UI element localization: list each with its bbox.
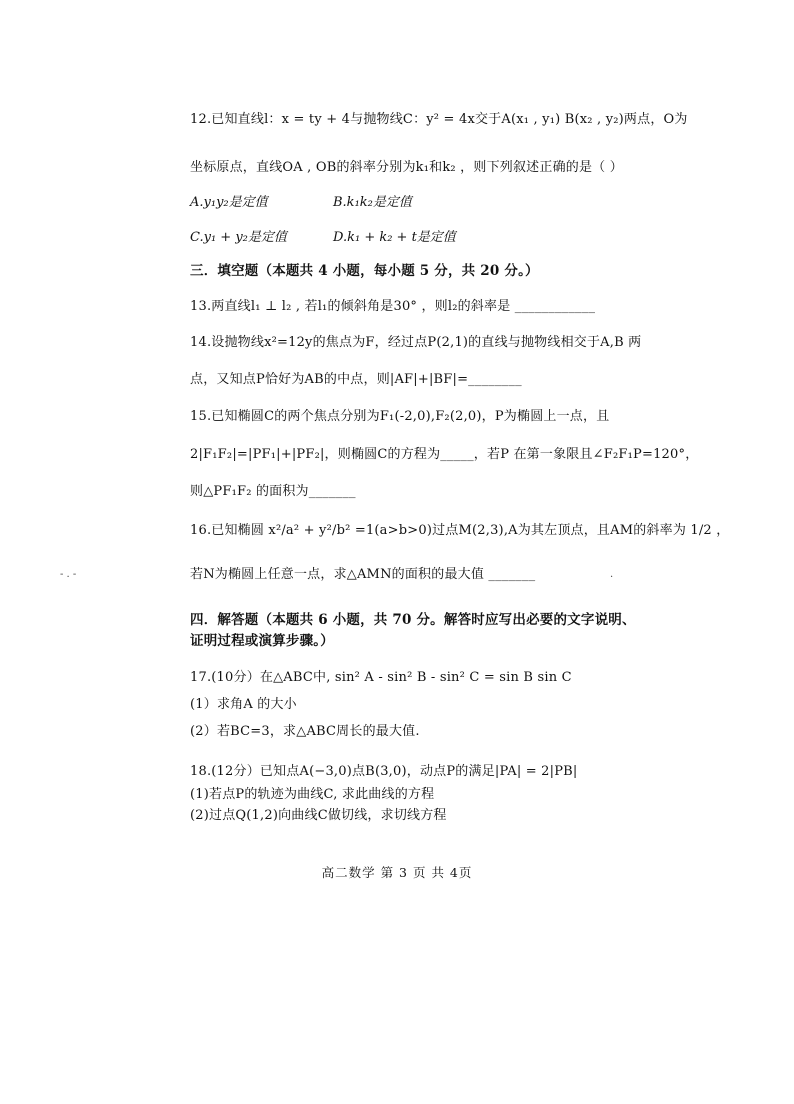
q16-line1: 16.已知椭圆 x²/a² + y²/b² =1(a>b>0)过点M(2,3),A为其左顶点，且AM的斜率为 1/2 ，	[190, 523, 730, 538]
q14-line2: 点，又知点P恰好为AB的中点，则|AF|+|BF|=________	[190, 372, 522, 387]
q18-part1: (1)若点P的轨迹为曲线C, 求此曲线的方程	[190, 787, 435, 802]
q16-line2: 若N为椭圆上任意一点，求△AMN的面积的最大值 _______	[190, 567, 536, 582]
q12-option-a: A.y₁y₂是定值	[190, 195, 268, 210]
q12-option-d: D.k₁ + k₂ + t是定值	[333, 230, 456, 245]
q13-text: 13.两直线l₁ ⊥ l₂ , 若l₁的倾斜角是30° ，则l₂的斜率是 ____________	[190, 299, 596, 314]
q12-option-b: B.k₁k₂是定值	[333, 195, 412, 210]
q17-part2: (2）若BC=3，求△ABC周长的最大值.	[190, 724, 420, 739]
scan-speck-left: - . -	[60, 569, 77, 580]
section-4-heading-line2: 证明过程或演算步骤。）	[190, 633, 334, 649]
q17-part1: (1）求角A 的大小	[190, 697, 297, 712]
q12-line1: 12.已知直线l：x = ty + 4与抛物线C：y² = 4x交于A(x₁ , y₁) B(x₂ , y₂)两点，O为	[190, 112, 688, 127]
q14-line1: 14.设抛物线x²=12y的焦点为F，经过点P(2,1)的直线与抛物线相交于A,B 两	[190, 335, 642, 350]
q15-line2: 2|F₁F₂|=|PF₁|+|PF₂|，则椭圆C的方程为_____，若P 在第一象限且∠F₂F₁P=120°，	[190, 447, 699, 462]
q12-line2: 坐标原点，直线OA , OB的斜率分别为k₁和k₂ ，则下列叙述正确的是（ ）	[190, 160, 623, 175]
q15-line3: 则△PF₁F₂ 的面积为_______	[190, 484, 356, 499]
scan-speck-right: .	[610, 569, 614, 580]
q15-line1: 15.已知椭圆C的两个焦点分别为F₁(-2,0),F₂(2,0)，P为椭圆上一点，且	[190, 409, 610, 424]
q17-line1: 17.(10分）在△ABC中, sin² A - sin² B - sin² C = sin B sin C	[190, 670, 572, 685]
section-4-heading-line1: 四．解答题（本题共 6 小题，共 70 分。解答时应写出必要的文字说明、	[190, 612, 636, 628]
page-footer: 高二数学 第 3 页 共 4页	[321, 865, 473, 880]
section-3-heading: 三．填空题（本题共 4 小题，每小题 5 分，共 20 分。）	[190, 263, 539, 279]
q18-part2: (2)过点Q(1,2)向曲线C做切线，求切线方程	[190, 808, 447, 823]
q18-line1: 18.(12分）已知点A(−3,0)点B(3,0)，动点P的满足|PA| = 2|PB|	[190, 764, 578, 779]
q12-option-c: C.y₁ + y₂是定值	[190, 230, 287, 245]
